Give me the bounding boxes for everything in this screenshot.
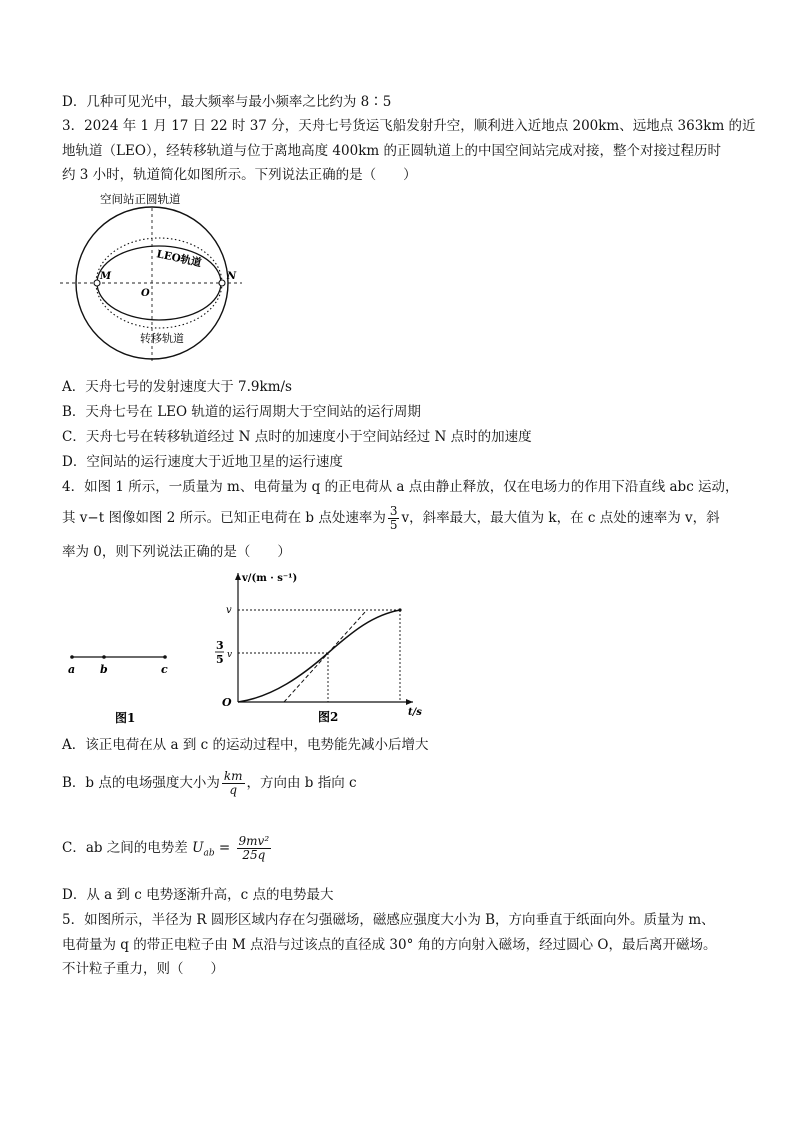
fraction-9mv2: 9mv² [238,834,270,848]
fraction-q: q [229,783,238,797]
point-n [219,280,225,286]
q5-stem-line1: 5．如图所示，半径为 R 圆形区域内存在匀强磁场，磁感应强度大小为 B，方向垂直于纸面向外。质量为 m、 [62,912,715,928]
v-axis-arrow [235,573,241,580]
curve-end [398,608,401,611]
frac-v-label: v [227,650,233,660]
dot-c [163,655,167,659]
vt-curve [238,610,400,702]
q5-stem-line3: 不计粒子重力，则（ ） [62,961,224,977]
figure-2-vt-graph [208,565,430,735]
q4-line2-part1: 其 v−t 图像如图 2 所示。已知正电荷在 b 点处速率为 [62,510,386,526]
q4-c-part1: C．ab 之间的电势差 [62,840,193,856]
q4-c-eq: = [214,840,235,856]
q3-stem-line1: 3．2024 年 1 月 17 日 22 时 37 分，天舟七号货运飞船发射升空，顺利进入近地点 200km、远地点 363km 的近 [62,118,756,134]
fraction-25q: 25q [242,848,266,862]
fraction-den: 5 [389,518,398,532]
q3-option-d: D．空间站的运行速度大于近地卫星的运行速度 [62,454,343,470]
q2-option-d: D．几种可见光中，最大频率与最小频率之比约为 8∶5 [62,94,392,110]
q4-stem-line2 [62,503,720,533]
fraction-three-fifths [388,505,400,532]
label-b: b [100,663,108,676]
q4-stem-line1: 4．如图 1 所示，一质量为 m、电荷量为 q 的正电荷从 a 点由静止释放，仅在电场力的作用下沿直线 abc 运动， [62,479,739,495]
figure-2-caption: 图2 [318,710,339,724]
dot-b [102,655,106,659]
figure-1 [60,640,180,730]
origin-label: O [222,696,232,709]
q3-option-b: B．天舟七号在 LEO 轨道的运行周期大于空间站的运行周期 [62,404,421,420]
frac-den-label: 5 [216,653,224,666]
q3-stem-line2: 地轨道（LEO），经转移轨道与位于离地高度 400km 的正圆轨道上的中国空间站完成对接，整个对接过程历时 [62,143,721,159]
q3-option-c: C．天舟七号在转移轨道经过 N 点时的加速度小于空间站经过 N 点时的加速度 [62,429,532,445]
q4-stem-line3: 率为 0，则下列说法正确的是（ ） [62,544,291,560]
q3-stem-line3: 约 3 小时，轨道简化如图所示。下列说法正确的是（ ） [62,167,417,183]
q5-stem-line2: 电荷量为 q 的带正电粒子由 M 点沿与过该点的直径成 30° 角的方向射入磁场，经过圆心 O，最后离开磁场。 [62,937,717,953]
v-tick-label: v [226,605,232,616]
label-o: O [141,288,150,299]
leo-label: LEO轨道 [155,248,203,270]
orbit-figure [60,190,250,370]
v-axis-label: v/(m · s⁻¹) [242,573,298,584]
label-c: c [161,663,168,676]
dot-a [70,655,74,659]
q4-option-b [62,766,357,800]
q4-option-c [62,830,273,872]
q4-b-part1: B．b 点的电场强度大小为 [62,775,220,791]
t-axis-label: t/s [408,707,422,718]
fraction-km: km [223,769,243,783]
q3-option-a: A．天舟七号的发射速度大于 7.9km/s [62,379,292,395]
orbit-title: 空间站正圆轨道 [100,192,181,206]
fraction-num: 3 [389,504,398,518]
q4-c-u: U [192,840,204,856]
fraction-km-q [222,770,245,797]
q4-option-d: D．从 a 到 c 电势逐渐升高，c 点的电势最大 [62,887,334,903]
q4-b-part2: ，方向由 b 指向 c [246,775,357,791]
label-a: a [68,663,76,676]
q4-line2-part2: v，斜率最大，最大值为 k，在 c 点处的速率为 v，斜 [401,510,720,526]
label-n: N [227,271,237,282]
frac-num-label: 3 [216,639,224,652]
q4-option-a: A．该正电荷在从 a 到 c 的运动过程中，电势能先减小后增大 [62,737,429,753]
label-m: M [100,271,112,282]
transfer-label: 转移轨道 [140,332,184,345]
figure-1-caption: 图1 [115,711,136,725]
fraction-9mv2-25q [237,835,272,862]
t-axis-arrow [406,699,413,705]
q4-c-sub: ab [203,848,215,859]
